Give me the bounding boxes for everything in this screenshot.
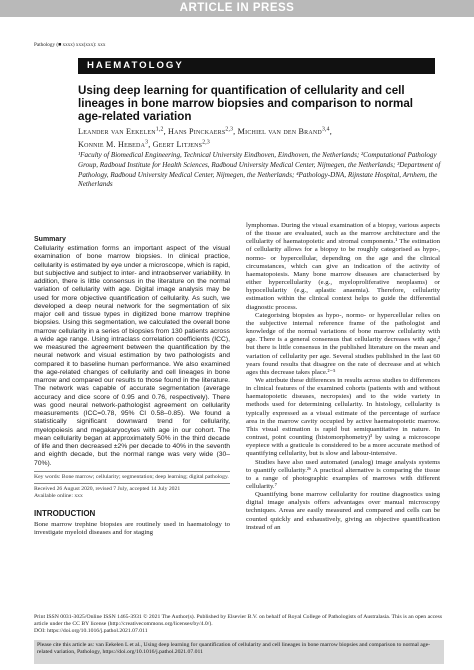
author-name: , Geert Litjens: [148, 140, 203, 149]
received-dates: Received 26 August 2020, revised 7 July, accepted 14 July 2021: [34, 485, 181, 492]
body-paragraph: Categorising biopsies as hypo-, normo- or hypercellular relies on the subjective internal reference frame of the pathologist and knowledge of the normal variations of bone marrow cellularity with age. There is a general consensus that cellularity decreases with age,² but there is little consensus in the published literature on the mean and variation of cellularity per age. Several studies published in the last 60 years found results that disagree on the rate of decrease and at which ages this decrease takes place.²⁻⁵: [246, 311, 440, 376]
article-in-press-banner: ARTICLE IN PRESS: [0, 0, 474, 17]
author-name: Konnie M. Hebeda: [78, 140, 146, 149]
author-affiliation-marker: 2,3: [225, 126, 234, 133]
left-column: [34, 236, 230, 537]
right-column: [246, 222, 440, 532]
author-affiliation-marker: 2,3: [202, 139, 210, 146]
author-affiliation-marker: 3,4: [321, 126, 330, 133]
summary-text: Cellularity estimation forms an important aspect of the visual examination of bone marrow biopsies. In clinical practice, cellularity is estimated by eye under a microscope, which is rapid, but subjective and subject to inter- and intraobserver variability. In addition, there is little consensus in the literature on the normal variation of cellularity with age. Digital image analysis may be used for more objective quantification of cellularity. As such, we developed a deep neural network for the segmentation of six major cell and tissue types in digitized bone marrow trephine biopsies. Using this segmentation, we calculated the overall bone marrow cellularity in a series of biopsies from 130 patients across a wide age range. Using intraclass correlation coefficients (ICC), we measured the agreement between the quantification by the neural network and visual estimation by two pathologists and compared it to baseline human performance. We also examined the age-related changes of cellularity and cell lineages in bone marrow and compared our results to those found in the literature. The network was capable of accurate segmentation (average accuracy and dice score of 0.95 and 0.76, respectively). There was good neural network-pathologist agreement on cellularity measurements (ICC=0.78, 95% CI 0.58–0.85). We found a statistically significant downward trend for cellularity, myelopoiesis and megakaryocytes with age in our cohort. The mean cellularity began at approximately 50% in the third decade of life and then decreased ±2% per decade to 40% in the seventh and eighth decade, but the normal range was very wide (30–70%).: [34, 245, 230, 467]
introduction-heading: INTRODUCTION: [34, 508, 96, 518]
author-list: [78, 125, 450, 151]
author-affiliation-marker: 1,2: [155, 126, 164, 133]
section-label: HAEMATOLOGY: [78, 58, 435, 74]
available-online: Available online: xxx: [34, 492, 83, 499]
body-paragraph: Quantifying bone marrow cellularity for routine diagnostics using digital image analysis offers advantages over manual microscopy techniques. Areas are easily measured and compared and cells can be counted quickly and exhaustively, giving an objective quantification instead of an: [246, 491, 440, 531]
introduction-text: Bone marrow trephine biopsies are routinely used in haematology to investigate myeloid diseases and for staging: [34, 521, 230, 537]
body-paragraph: Studies have also used automated (analog) image analysis systems to quantify cellularity.²⁶ A practical alternative is comparing the tissue to a range of photographic examples of marrows with different cellularity.⁷: [246, 458, 440, 490]
body-paragraph: lymphomas. During the visual examination of a biopsy, various aspects of the tissue are evaluated, such as the marrow architecture and the cellularity of haematopoietic and stromal components.¹ The estimation of cellularity allows for a biopsy to be roughly categorised as hypo-, normo- or hypercellular, depending on the age and the clinical circumstances, which can give an indication of the activity of haematopoiesis. Many bone marrow diseases are characterised by either hypercellularity (e.g., myeloproliferative neoplasms) or hypocellularity (e.g., aplastic anaemia). Therefore, cellularity estimation within the clinical context helps to guide the differential diagnostic process.: [246, 222, 440, 311]
body-paragraph: We attribute these differences in results across studies to differences in clinical features of the examined cohorts (patients with and without haematopoietic diseases, necropsies) and to the wide variety in methods used for determining cellularity. In histology, cellularity is typically expressed as a visual estimate of the percentage of surface area in the marrow cavity occupied by active haematopoietic marrow. This visual estimation is rapid but semiquantitative in nature. In contrast, point counting (histomorphometry)³ by using a microscope eyepiece with a graticule is considered to be a more accurate method of quantifying cellularity, but is slow and labour-intensive.: [246, 376, 440, 458]
author-name: Leander van Eekelen: [78, 127, 156, 136]
author-affiliation-marker: 3: [145, 139, 149, 146]
article-title: Using deep learning for quantification of cellularity and cell lineages in bone marrow biopsies and comparison to normal age-related variation: [78, 84, 413, 124]
summary-heading: Summary: [34, 236, 66, 243]
author-name: , Hans Pinckaers: [163, 127, 226, 136]
author-name: , Michiel van den Brand: [233, 127, 322, 136]
running-head: Pathology (■ xxxx) xxx(xxx): xxx: [34, 42, 106, 48]
doi-link[interactable]: DOI: https://doi.org/10.1016/j.pathol.2021.07.011: [34, 628, 148, 634]
citation-box: Please cite this article as: van Eekelen L et al., Using deep learning for quantification of cellularity and cell lineages in bone marrow biopsies and comparison to normal age-related variation, Pathology, https://doi.org/10.1016/j.pathol.2021.07.011: [34, 640, 444, 664]
issn-license-line: Print ISSN 0031-3025/Online ISSN 1465-3931 © 2021 The Author(s). Published by Elsevier B.V. on behalf of Royal College of Pathologists of Australasia. This is an open access article under the CC BY license (http://creativecommons.org/licenses/by/4.0/).: [34, 614, 443, 627]
affiliations: ¹Faculty of Biomedical Engineering, Technical University Eindhoven, Eindhoven, the Netherlands; ²Computational Pathology Group, Radboud Institute for Health Sciences, Radboud University Medical Center, Nijmegen, the Netherlands; ³Department of Pathology, Radboud University Medical Center, Nijmegen, the Netherlands; ⁴Pathology-DNA, Rijnstate Hospital, Arnhem, the Netherlands: [78, 151, 441, 189]
author-separator: ,: [329, 127, 332, 136]
copyright-footer: [34, 614, 444, 635]
keywords: Key words: Bone marrow; cellularity; segmentation; deep learning; digital pathology.: [34, 473, 229, 480]
